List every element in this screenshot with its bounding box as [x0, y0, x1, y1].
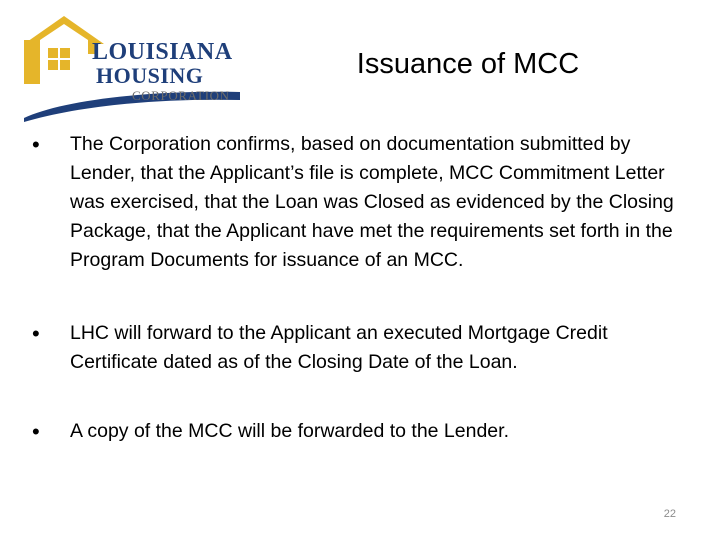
logo-line-louisiana: LOUISIANA: [92, 39, 233, 65]
bullet-text: The Corporation confirms, based on documentation submitted by Lender, that the Applicant’s file is complete, MCC Commitment Letter was exercised, that the Loan was Closed as evidenced by the Closing Package, that the Applicant have met the requirements set forth in the Program Documents for issuance of an MCC.: [70, 133, 674, 271]
bullet-text: A copy of the MCC will be forwarded to the Lender.: [70, 420, 509, 442]
logo-window-shape: [60, 48, 70, 58]
bullet-item: [32, 417, 692, 446]
bullet-list: [32, 130, 692, 446]
bullet-marker: •: [32, 419, 40, 444]
logo-line-corporation: CORPORATION: [132, 88, 230, 103]
bullet-item: [32, 319, 692, 377]
logo-window-shape: [48, 60, 58, 70]
bullet-marker: •: [32, 321, 40, 346]
logo-line-housing: HOUSING: [96, 63, 204, 88]
bullet-text: LHC will forward to the Applicant an executed Mortgage Credit Certificate dated as of the Closing Date of the Loan.: [70, 322, 608, 373]
page-number: 22: [663, 508, 676, 520]
logo-wordmark: [92, 40, 262, 102]
logo-window-shape: [48, 48, 58, 58]
bullet-marker: •: [32, 132, 40, 157]
slide-title: Issuance of MCC: [356, 48, 580, 80]
lhc-logo: [18, 10, 250, 122]
logo-house-wall-shape: [24, 40, 32, 84]
bullet-item: [32, 130, 692, 275]
logo-window-shape: [60, 60, 70, 70]
